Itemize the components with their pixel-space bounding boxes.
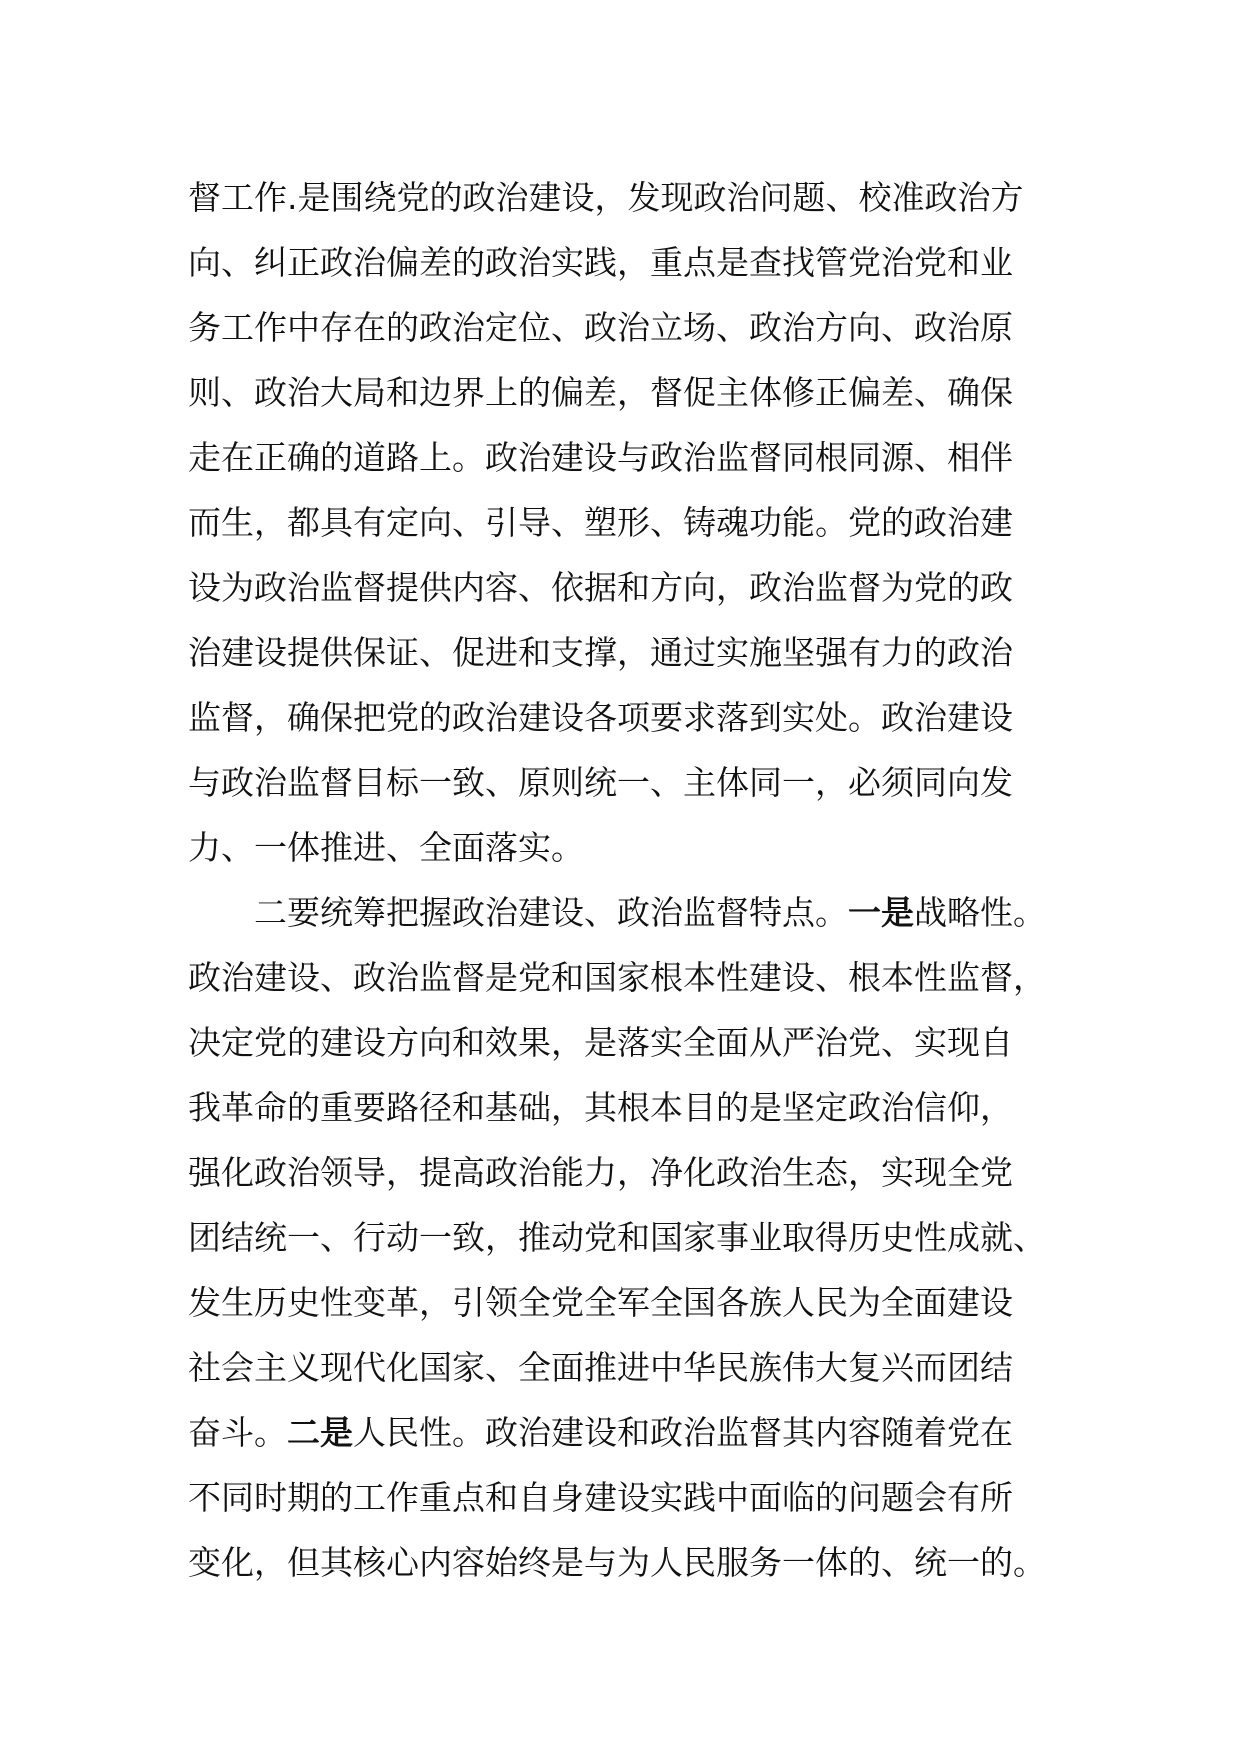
- text-segment: 治建设提供保证、促进和支撑，通过实施坚强有力的政治: [188, 633, 1013, 672]
- text-segment: 决定党的建设方向和效果，是落实全面从严治党、实现自: [188, 1023, 1013, 1062]
- text-line: [188, 1205, 1068, 1270]
- text-segment: 强化政治领导，提高政治能力，净化政治生态，实现全党: [188, 1153, 1013, 1192]
- text-segment: 社会主义现代化国家、全面推进中华民族伟大复兴而团结: [188, 1348, 1013, 1387]
- text-line: [188, 815, 1068, 880]
- text-line: [188, 1140, 1068, 1205]
- text-segment: 二要统筹把握政治建设、政治监督特点。: [254, 893, 848, 932]
- text-line: [188, 425, 1068, 490]
- text-segment: 战略性。: [914, 893, 1046, 932]
- body-text: [188, 165, 1068, 1595]
- text-line: [188, 230, 1068, 295]
- text-segment: 与政治监督目标一致、原则统一、主体同一，必须同向发: [188, 763, 1013, 802]
- text-line: [188, 1075, 1068, 1140]
- text-line: [188, 1270, 1068, 1335]
- text-line: [188, 685, 1068, 750]
- paragraph-first-line: [188, 880, 1068, 945]
- text-segment: 奋斗。: [188, 1413, 287, 1452]
- text-line: [188, 360, 1068, 425]
- text-line: [188, 750, 1068, 815]
- text-segment: 政治建设、政治监督是党和国家根本性建设、根本性监督，: [188, 958, 1046, 997]
- text-line: [188, 490, 1068, 555]
- text-segment: 发生历史性变革，引领全党全军全国各族人民为全面建设: [188, 1283, 1013, 1322]
- text-segment: 向、纠正政治偏差的政治实践，重点是查找管党治党和业: [188, 243, 1013, 282]
- text-segment: 务工作中存在的政治定位、政治立场、政治方向、政治原: [188, 308, 1013, 347]
- text-segment: 则、政治大局和边界上的偏差，督促主体修正偏差、确保: [188, 373, 1013, 412]
- text-line: [188, 555, 1068, 620]
- text-line: [188, 1465, 1068, 1530]
- text-segment: 不同时期的工作重点和自身建设实践中面临的问题会有所: [188, 1478, 1013, 1517]
- text-line: [188, 1400, 1068, 1465]
- text-line: [188, 295, 1068, 360]
- emphasis-text: 二是: [287, 1413, 353, 1452]
- text-segment: 人民性。政治建设和政治监督其内容随着党在: [353, 1413, 1013, 1452]
- text-segment: 设为政治监督提供内容、依据和方向，政治监督为党的政: [188, 568, 1013, 607]
- text-segment: 团结统一、行动一致，推动党和国家事业取得历史性成就、: [188, 1218, 1046, 1257]
- emphasis-text: 一是: [848, 893, 914, 932]
- text-segment: 而生，都具有定向、引导、塑形、铸魂功能。党的政治建: [188, 503, 1013, 542]
- text-segment: 走在正确的道路上。政治建设与政治监督同根同源、相伴: [188, 438, 1013, 477]
- text-segment: 变化，但其核心内容始终是与为人民服务一体的、统一的。: [188, 1543, 1046, 1582]
- text-line: [188, 1335, 1068, 1400]
- text-segment: 我革命的重要路径和基础，其根本目的是坚定政治信仰，: [188, 1088, 1013, 1127]
- text-line: [188, 1010, 1068, 1075]
- text-segment: 监督，确保把党的政治建设各项要求落到实处。政治建设: [188, 698, 1013, 737]
- text-line: [188, 165, 1068, 230]
- text-line: [188, 620, 1068, 685]
- text-segment: 力、一体推进、全面落实。: [188, 828, 584, 867]
- text-segment: 督工作.是围绕党的政治建设，发现政治问题、校准政治方: [188, 178, 1024, 217]
- text-line: [188, 945, 1068, 1010]
- text-line: [188, 1530, 1068, 1595]
